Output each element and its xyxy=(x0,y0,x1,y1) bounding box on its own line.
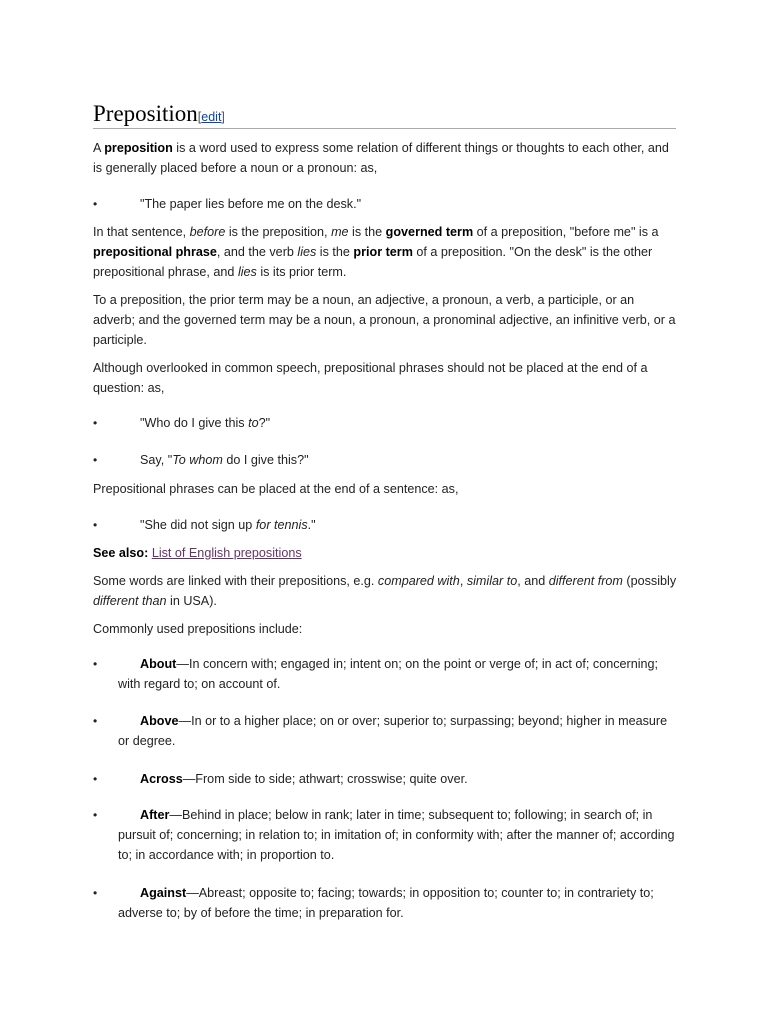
text-span: in USA). xyxy=(166,594,217,608)
definition-text xyxy=(118,711,677,751)
italic-span: me xyxy=(331,225,349,239)
paragraph-governed-term xyxy=(93,222,677,282)
list-item xyxy=(93,413,677,433)
definition-item xyxy=(93,805,677,865)
italic-span: for tennis xyxy=(255,518,308,532)
italic-span: to xyxy=(248,416,259,430)
text-span: Say, " xyxy=(140,453,173,467)
example-sentence xyxy=(140,515,677,535)
paragraph-prior-term: To a preposition, the prior term may be a noun, an adjective, a pronoun, a verb, a participle, or an adverb; and the governed term may be a noun, a pronoun, a pronominal adjective, an infinitive verb, or a participle. xyxy=(93,293,676,347)
text-span: is the preposition, xyxy=(225,225,332,239)
bullet: • xyxy=(93,453,98,467)
example-sentence xyxy=(140,450,677,470)
bullet: • xyxy=(93,416,98,430)
list-item xyxy=(93,450,677,470)
see-also-label: See also: xyxy=(93,546,149,560)
text-span: of a preposition, "before me" is a xyxy=(473,225,659,239)
definition-text xyxy=(118,769,677,789)
text-span: , and the verb xyxy=(216,245,298,259)
text-span: is the xyxy=(348,225,386,239)
italic-span: different from xyxy=(548,574,623,588)
italic-span: lies xyxy=(297,245,317,259)
paragraph-common-prepositions: Commonly used prepositions include: xyxy=(93,622,303,636)
text-span: (possibly xyxy=(622,574,677,588)
text-span: Some words are linked with their prepositions, e.g. xyxy=(93,574,378,588)
paragraph-linked-words xyxy=(93,571,677,611)
bullet: • xyxy=(93,197,98,211)
definition-term: Across xyxy=(140,772,183,786)
definition-term: Above xyxy=(140,714,179,728)
definition-item xyxy=(93,711,677,751)
definition-body: —In concern with; engaged in; intent on; on the point or verge of; in act of; concerning; with regard to; on account of. xyxy=(118,657,659,691)
definition-text xyxy=(118,654,677,694)
text-span: , xyxy=(459,574,467,588)
italic-span: compared with xyxy=(377,574,460,588)
definition-text xyxy=(118,805,677,865)
text-span: is its prior term. xyxy=(256,265,347,279)
text-span: , and xyxy=(517,574,549,588)
bullet: • xyxy=(93,714,98,728)
list-item xyxy=(93,194,677,214)
text-span: do I give this?" xyxy=(222,453,309,467)
text-span: "She did not sign up xyxy=(140,518,256,532)
intro-paragraph xyxy=(93,138,677,178)
italic-span: before xyxy=(189,225,226,239)
definition-body: —Abreast; opposite to; facing; towards; in opposition to; counter to; in contrariety to; adverse to; by of before the time; in preparation for. xyxy=(118,886,654,920)
text-span: "Who do I give this xyxy=(140,416,249,430)
section-heading xyxy=(93,100,676,129)
bullet: • xyxy=(93,772,98,786)
italic-span: different than xyxy=(93,594,167,608)
text-span: of a preposition. "On the desk" is the other prepositional phrase, and xyxy=(93,245,653,279)
definition-term: About xyxy=(140,657,177,671)
paragraph-end-of-sentence: Prepositional phrases can be placed at the end of a sentence: as, xyxy=(93,482,459,496)
definition-item xyxy=(93,883,677,923)
italic-span: To whom xyxy=(172,453,223,467)
definition-body: —From side to side; athwart; crosswise; quite over. xyxy=(182,772,468,786)
text-span: is the xyxy=(316,245,354,259)
definition-body: —Behind in place; below in rank; later in time; subsequent to; following; in search of; in pursuit of; concerning; in relation to; in imitation of; in conformity with; after the manner of; according to; in accordance with; in proportion to. xyxy=(118,808,675,862)
definition-term: After xyxy=(140,808,170,822)
text-span: ." xyxy=(307,518,316,532)
bold-span: prior term xyxy=(353,245,413,259)
bullet: • xyxy=(93,518,98,532)
bullet: • xyxy=(93,808,98,822)
page-title: Preposition xyxy=(93,101,198,126)
example-sentence: "The paper lies before me on the desk." xyxy=(140,197,362,211)
definition-item xyxy=(93,654,677,694)
intro-term-preposition: preposition xyxy=(104,141,173,155)
definition-term: Against xyxy=(140,886,187,900)
italic-span: lies xyxy=(237,265,257,279)
text-span: In that sentence, xyxy=(93,225,190,239)
bold-span: governed term xyxy=(385,225,474,239)
intro-text-b: is a word used to express some relation of different things or thoughts to each other, and is generally placed before a noun or a pronoun: as, xyxy=(93,141,669,175)
edit-link[interactable]: edit xyxy=(201,110,222,124)
paragraph-question: Although overlooked in common speech, prepositional phrases should not be placed at the end of a question: as, xyxy=(93,361,648,395)
text-span: ?" xyxy=(258,416,271,430)
see-also xyxy=(93,543,677,563)
example-sentence xyxy=(140,413,677,433)
intro-text-a: A xyxy=(93,141,105,155)
list-item xyxy=(93,515,677,535)
definition-item xyxy=(93,769,677,789)
bullet: • xyxy=(93,657,98,671)
bullet: • xyxy=(93,886,98,900)
italic-span: similar to xyxy=(466,574,518,588)
definition-text xyxy=(118,883,677,923)
see-also-link[interactable]: List of English prepositions xyxy=(151,546,302,560)
edit-close-bracket: ] xyxy=(221,110,225,124)
bold-span: prepositional phrase xyxy=(93,245,217,259)
definition-body: —In or to a higher place; on or over; superior to; surpassing; beyond; higher in measure or degree. xyxy=(118,714,668,748)
edit-open-bracket: [ xyxy=(197,110,202,124)
